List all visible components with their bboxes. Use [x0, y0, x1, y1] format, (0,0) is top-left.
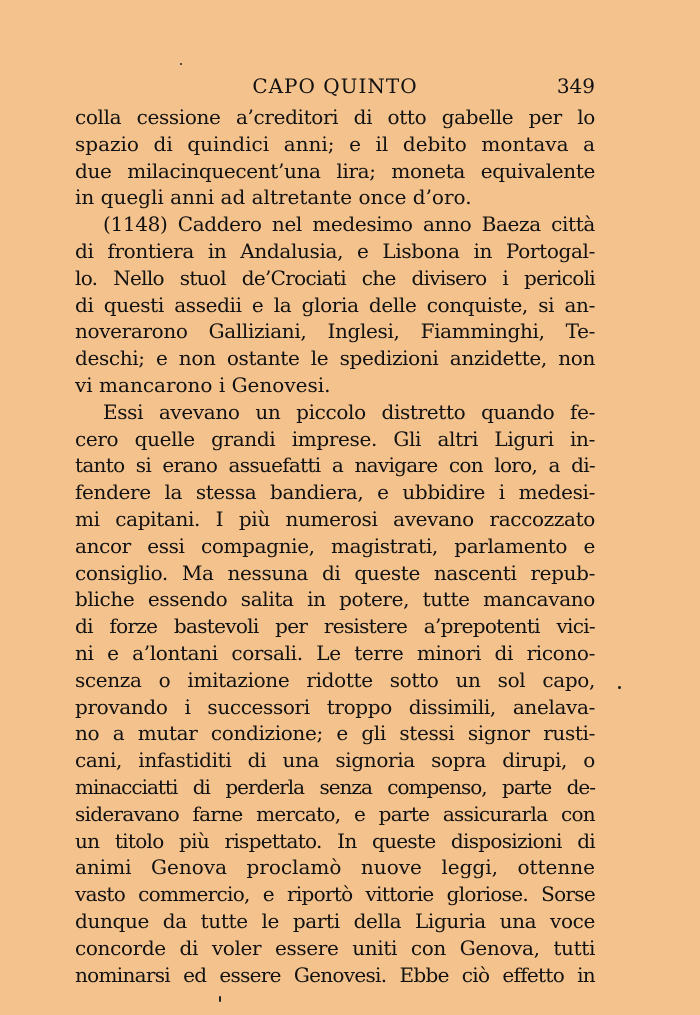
text-line: colla cessione a’creditori di otto gabelle per lo [75, 105, 595, 129]
text-line: lo. Nello stuol de’Crociati che divisero i pericoli [75, 265, 595, 290]
text-line: deschi; e non ostante le spedizioni anzidette, non [75, 346, 595, 371]
text-line: cani, infastiditi di una signoria sopra dirupi, o [75, 748, 595, 773]
text-line: di frontiera in Andalusia, e Lisbona in Portogal- [75, 238, 595, 263]
text-line: cero quelle grandi imprese. Gli altri Liguri in- [75, 426, 595, 451]
page-header [75, 70, 595, 104]
text-line: vi mancarono i Genovesi. [75, 372, 331, 397]
scan-speck [180, 63, 182, 65]
body-text [75, 104, 595, 988]
running-title: CAPO QUINTO [252, 74, 418, 98]
text-line: in quegli anni ad altretante once d’oro. [75, 185, 472, 210]
text-line: dunque da tutte le parti della Liguria una voce [75, 908, 595, 933]
text-line: ni e a’lontani corsali. Le terre minori di ricono- [75, 640, 595, 665]
text-line: animi Genova proclamò nuove leggi, ottenne [75, 855, 595, 880]
text-line: scenza o imitazione ridotte sotto un sol capo, [75, 667, 595, 692]
text-line: (1148) Caddero nel medesimo anno Baeza città [103, 212, 595, 237]
text-line: di questi assedii e la gloria delle conquiste, si an- [75, 292, 595, 317]
scan-speck [219, 996, 221, 1002]
text-line: noverarono Galliziani, Inglesi, Fiamminghi, Te- [75, 319, 595, 344]
text-line: provando i successori troppo dissimili, anelava- [75, 694, 595, 719]
text-line: sideravano farne mercato, e parte assicurarla con [75, 801, 595, 826]
text-line: nominarsi ed essere Genovesi. Ebbe ciò effetto in [75, 962, 595, 987]
text-line: Essi avevano un piccolo distretto quando fe- [103, 399, 595, 424]
text-line: vasto commercio, e riportò vittorie gloriose. Sorse [75, 882, 595, 907]
text-line: spazio di quindici anni; e il debito montava a [75, 131, 595, 156]
text-line: minacciatti di perderla senza compenso, parte de- [75, 774, 595, 799]
scan-speck [618, 686, 621, 689]
text-line: mi capitani. I più numerosi avevano raccozzato [75, 506, 595, 531]
text-line: due milacinquecent’una lira; moneta equivalente [75, 158, 595, 183]
page-number: 349 [556, 74, 595, 98]
text-line: consiglio. Ma nessuna di queste nascenti repub- [75, 560, 595, 585]
text-line: bliche essendo salita in potere, tutte mancavano [75, 587, 595, 612]
text-line: ancor essi compagnie, magistrati, parlamento e [75, 533, 595, 558]
text-line: no a mutar condizione; e gli stessi signor rusti- [75, 721, 595, 746]
text-line: tanto si erano assuefatti a navigare con loro, a di- [75, 453, 595, 478]
text-line: fendere la stessa bandiera, e ubbidire i medesi- [75, 480, 595, 505]
text-line: un titolo più rispettato. In queste disposizioni di [75, 828, 595, 853]
text-line: di forze bastevoli per resistere a’prepotenti vici- [75, 614, 595, 639]
text-line: concorde di voler essere uniti con Genova, tutti [75, 935, 595, 960]
